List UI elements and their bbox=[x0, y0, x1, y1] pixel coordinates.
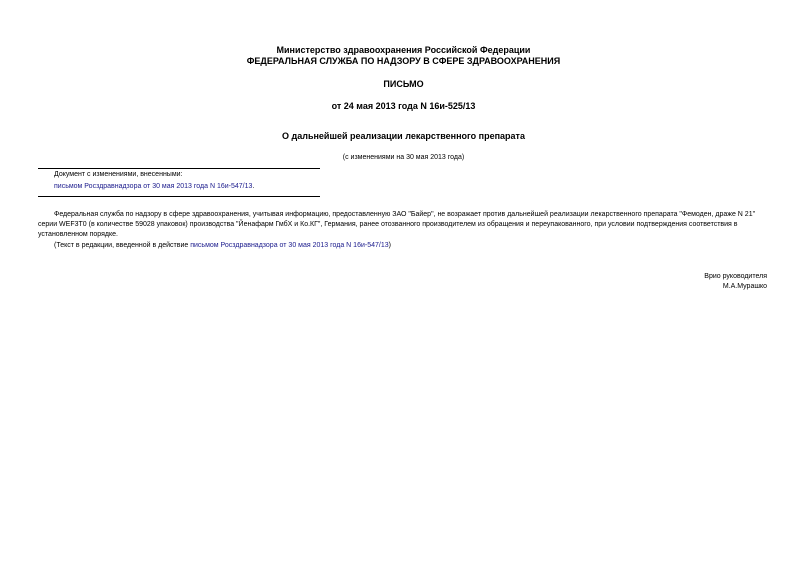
document-type: ПИСЬМО bbox=[383, 79, 424, 89]
edition-link[interactable]: письмом Росздравнадзора от 30 мая 2013 года N 16и-547/13 bbox=[190, 242, 389, 249]
amendments-box bbox=[54, 170, 324, 192]
document-date-number: от 24 мая 2013 года N 16и-525/13 bbox=[331, 101, 476, 111]
edition-note bbox=[38, 241, 773, 251]
signature-block bbox=[704, 272, 767, 292]
letter-body bbox=[38, 210, 773, 251]
signatory-position: Врио руководителя bbox=[704, 273, 767, 280]
signatory-name: М.А.Мурашко bbox=[722, 283, 767, 290]
amendments-item bbox=[54, 182, 324, 192]
divider-top bbox=[38, 168, 320, 169]
divider-bottom bbox=[38, 196, 320, 197]
amendment-note: (с изменениями на 30 мая 2013 года) bbox=[342, 154, 465, 161]
ministry-name: Министерство здравоохранения Российской Федерации bbox=[276, 45, 531, 55]
document-title: О дальнейшей реализации лекарственного препарата bbox=[282, 131, 525, 141]
edition-suffix: ) bbox=[388, 242, 391, 249]
amendments-label: Документ с изменениями, внесенными: bbox=[54, 171, 183, 178]
body-paragraph: Федеральная служба по надзору в сфере здравоохранения, учитывая информацию, предоставленную ЗАО "Байер", не возражает против дальнейшей реализации лекарственного препарата "Фемоден, драже N 21" серии WEF3T0 (в количестве 59028 упаковок) производства "Йенафарм ГмбХ и Ко.КГ", Германия, ранее отозванного производителем из обращения и переупакованного, при условии подтверждения соответствия в установленном порядке. bbox=[38, 211, 756, 238]
service-name: ФЕДЕРАЛЬНАЯ СЛУЖБА ПО НАДЗОРУ В СФЕРЕ ЗДРАВООХРАНЕНИЯ bbox=[246, 56, 561, 66]
amendment-link[interactable]: письмом Росздравнадзора от 30 мая 2013 года N 16и-547/13 bbox=[54, 183, 253, 190]
edition-prefix: (Текст в редакции, введенной в действие bbox=[54, 242, 191, 249]
amendment-link-suffix: . bbox=[252, 183, 255, 190]
